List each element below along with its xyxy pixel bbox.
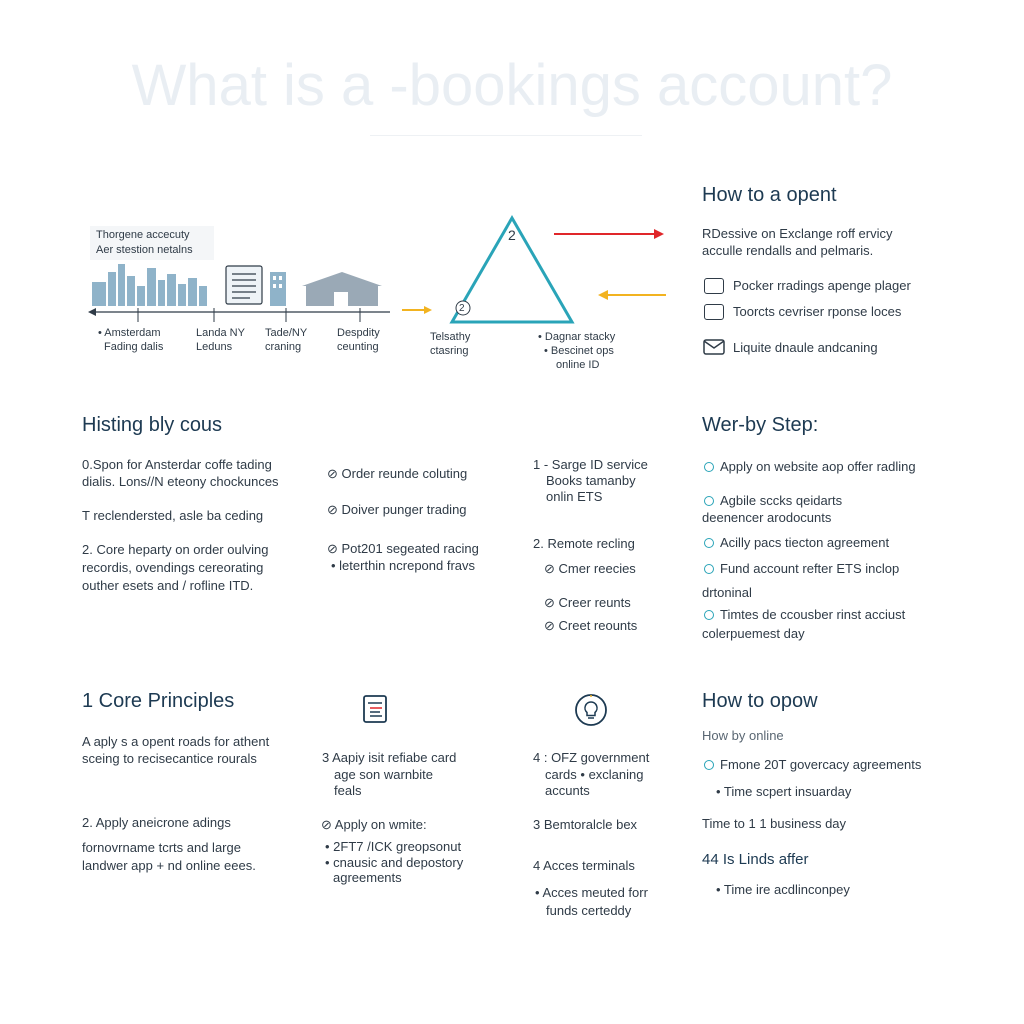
- how-to-open-item: Toorcts cevriser rponse loces: [733, 304, 902, 319]
- step-bullet-icon: [704, 538, 714, 548]
- triangle-top-number: 2: [508, 227, 516, 243]
- hosting-text: 2. Core heparty on order oulving: [82, 542, 269, 557]
- terminal-icon: [226, 266, 262, 304]
- principle-col3: 4 Acces terminals: [533, 858, 635, 873]
- step-item: colerpuemest day: [702, 626, 805, 641]
- hosting-col2-item: ⊘ Pot201 segeated racing: [327, 541, 479, 556]
- timeline-label: Despdity ceunting: [337, 327, 380, 353]
- hosting-col2-item: • leterthin ncrepond fravs: [331, 558, 476, 573]
- principle-text: fornovrname tcrts and large: [82, 840, 241, 855]
- step-bullet-icon: [704, 496, 714, 506]
- hosting-heading: Histing bly cous: [82, 414, 223, 436]
- principle-text: 2. Apply aneicrone adings: [82, 815, 231, 830]
- page-title: What is a -bookings account?: [131, 53, 893, 118]
- timeline-label: • Amsterdam Fading dalis: [98, 327, 164, 353]
- document-icon: [704, 304, 724, 320]
- hosting-col3-item: Books tamanby: [546, 473, 636, 488]
- hosting-col3-item: 1 - Sarge ID service: [533, 457, 648, 472]
- hosting-text: 0.Spon for Ansterdar coffe tading: [82, 457, 272, 472]
- hosting-col3-item: 2. Remote recling: [533, 536, 635, 551]
- principles-heading: 1 Core Principles: [82, 690, 235, 712]
- principle-col3: 4 : OFZ government: [533, 750, 650, 765]
- triangle-left-label: Telsathy ctasring: [430, 331, 471, 357]
- step-item: drtoninal: [702, 585, 752, 600]
- hosting-col3-item: ⊘ Creer reunts: [544, 595, 631, 610]
- title-divider: [370, 135, 642, 136]
- step-item: Agbile sccks qeidarts: [704, 492, 842, 509]
- step-item: Acilly pacs tiecton agreement: [704, 534, 889, 551]
- principle-col3: cards • exclaning: [545, 767, 644, 782]
- hosting-text: T reclendersted, asle ba ceding: [82, 508, 264, 523]
- checklist-icon: [362, 694, 388, 724]
- principle-text: landwer app + nd online eees.: [82, 858, 256, 873]
- triangle-right-label: • Dagnar stacky • Bescinet ops online ID: [538, 331, 616, 371]
- principle-col3: accunts: [545, 783, 590, 798]
- opow-item: Fmone 20T govercacy agreements: [704, 756, 921, 773]
- opow-item: • Time scpert insuarday: [716, 784, 852, 799]
- hosting-text: dialis. Lons//N eteony chockunces: [82, 474, 279, 489]
- triangle-bottom-number: 2: [459, 303, 465, 314]
- opow-item: • Time ire acdlinconpey: [716, 882, 850, 897]
- principle-col2: • 2FT7 /ICK greopsonut: [325, 839, 462, 854]
- principle-col2: agreements: [333, 870, 402, 885]
- principle-col3: 3 Bemtoralcle bex: [533, 817, 638, 832]
- card-icon: [704, 278, 724, 294]
- building-icon: [270, 272, 286, 306]
- principle-col2: age son warnbite: [334, 767, 434, 782]
- how-to-opow-sub: How by online: [702, 728, 784, 743]
- step-item: deenencer arodocunts: [702, 510, 832, 525]
- bank-icon: [302, 272, 382, 306]
- principle-col2: 3 Aapiy isit refiabe card: [322, 750, 457, 765]
- how-to-open-heading: How to a opent: [702, 184, 837, 206]
- opow-bullet-icon: [704, 760, 714, 770]
- how-to-open-item: Pocker rradings apenge plager: [733, 278, 911, 293]
- principle-col2: • cnausic and depostory: [325, 855, 464, 870]
- note-line: Aer stestion netalns: [96, 244, 193, 256]
- principle-col3: • Acces meuted forr: [535, 885, 648, 900]
- how-to-open-desc: RDessive on Exclange roff ervicy acculle rendalls and pelmaris.: [702, 226, 893, 258]
- hosting-col2-item: ⊘ Doiver punger trading: [327, 502, 467, 517]
- principle-col2: ⊘ Apply on wmite:: [321, 817, 427, 832]
- hosting-col3-item: onlin ETS: [546, 489, 603, 504]
- how-to-opow-heading: How to opow: [702, 690, 818, 712]
- principle-text: A aply s a opent roads for athent: [82, 734, 270, 749]
- step-bullet-icon: [704, 564, 714, 574]
- timeline-label: Tade/NY craning: [265, 327, 308, 353]
- step-item: Apply on website aop offer radling: [704, 458, 916, 475]
- steps-heading: Wer-by Step:: [702, 414, 819, 436]
- timeline-label: Landa NY Leduns: [196, 327, 245, 353]
- lightbulb-icon: [573, 692, 609, 728]
- opow-item: 44 Is Linds affer: [702, 851, 809, 868]
- diagram-svg: [80, 200, 680, 340]
- step-item: Fund account refter ETS inclop: [704, 560, 899, 577]
- how-to-open-item: Liquite dnaule andcaning: [733, 340, 878, 355]
- step-bullet-icon: [704, 610, 714, 620]
- step-item: Timtes de ccousber rinst acciust: [704, 606, 905, 623]
- hosting-col3-item: ⊘ Cmer reecies: [544, 561, 636, 576]
- city-skyline-icon: [92, 264, 207, 306]
- principle-col2: feals: [334, 783, 362, 798]
- principle-col3: funds certeddy: [546, 903, 632, 918]
- hosting-text: recordis, ovendings cereorating: [82, 560, 264, 575]
- envelope-icon: [703, 339, 725, 355]
- step-bullet-icon: [704, 462, 714, 472]
- hosting-col2-item: ⊘ Order reunde coluting: [327, 466, 468, 481]
- hosting-col3-item: ⊘ Creet reounts: [544, 618, 638, 633]
- note-line: Thorgene accecuty: [96, 229, 190, 241]
- principle-text: sceing to recisecantice rourals: [82, 751, 257, 766]
- opow-item: Time to 1 1 business day: [702, 816, 847, 831]
- hosting-text: outher esets and / rofline ITD.: [82, 578, 254, 593]
